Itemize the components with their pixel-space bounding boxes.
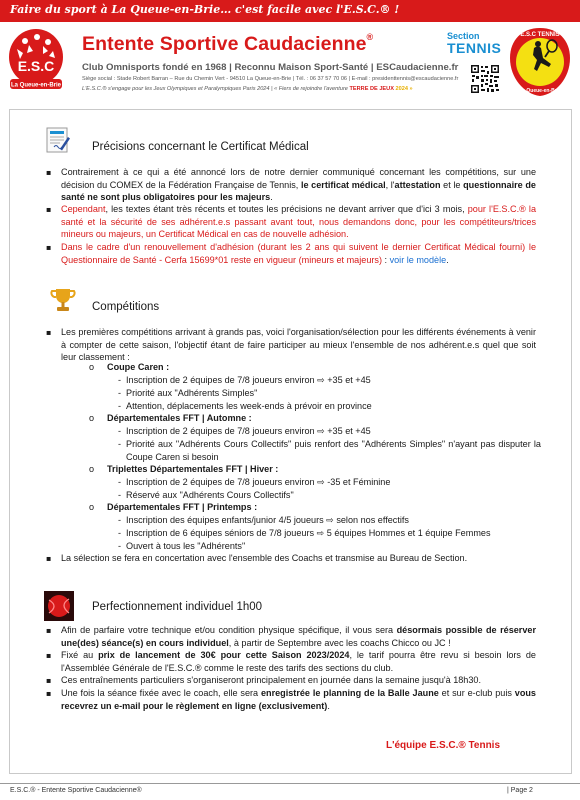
list-item: - (118, 477, 122, 487)
bullet: ▪ (46, 328, 52, 337)
qr-code-icon[interactable] (470, 64, 500, 94)
footer-club-name: E.S.C.® - Entente Sportive Caudacienne® (10, 787, 142, 794)
tennis-ball-icon (44, 591, 74, 621)
certificat-paragraph-2: Cependant, les textes étant très récents et toutes les précisions ne devant arriver que d'ici 3 mois, pour l'E.S.C.® la santé et la sécurité de ses adhérent.e.s passant avant tout, nous demandons donc, pour les compétiteurs/trices mineurs ou majeurs, un Certificat Médical en cas de nouvelle adhésion. (61, 204, 537, 239)
esc-tennis-logo (508, 26, 572, 98)
section-name: TENNIS (447, 40, 502, 56)
perfectionnement-paragraph-4: Une fois la séance fixée avec le coach, elle sera enregistrée le planning de la Balle Jaune et sur e-club puis vous recevrez un e-mail pour le règlement en ligne (exclusivement). (61, 688, 536, 711)
logo-right-caption: La Queue-en-Brie (519, 88, 561, 94)
sub-bullet: o (89, 464, 95, 474)
certificat-paragraph-1: Contrairement à ce qui a été annoncé lors de notre dernier communiqué concernant les compétitions, sur une décision du COMEX de la Fédération Française de Tennis, le certificat médical, l'attestation et le questionnaire de santé ne sont plus obligatoires pour les majeurs. (61, 167, 536, 202)
list-item: - (118, 515, 122, 525)
section-title-competitions: Compétitions (92, 301, 160, 313)
list-item-text: Attention, déplacements les week-ends à prévoir en province (126, 401, 372, 411)
section-title-certificat: Précisions concernant le Certificat Médical (92, 141, 309, 153)
perfectionnement-paragraph-1: Afin de parfaire votre technique et/ou condition physique spécifique, il vous sera désormais possible de réserver une(des) séance(s) en cours individuel, à partir de Septembre avec les coachs Chicco ou JC ! (61, 625, 536, 648)
group-title-automne: Départementales FFT | Automne : (107, 413, 252, 423)
list-item-text: Inscription de 2 équipes de 7/8 joueurs environ ⇨ -35 et Féminine (126, 477, 391, 487)
olympics-commitment: L'E.S.C.® s'engage pour les Jeux Olympiques et Paralympiques Paris 2024 | « Fiers de rejoindre l'aventure TERRE DE JEUX 2024 » (82, 86, 413, 92)
competitions-outro: La sélection se fera en concertation avec l'ensemble des Coachs et transmise au Bureau de Section. (61, 553, 468, 563)
esc-club-logo (7, 27, 65, 93)
slogan: Faire du sport à La Queue-en-Brie… c'est facile avec l'E.S.C.® ! (10, 3, 400, 16)
list-item-text: Inscription de 2 équipes de 7/8 joueurs environ ⇨ +35 et +45 (126, 375, 371, 385)
list-item: - (118, 426, 122, 436)
competitions-intro: Les premières compétitions arrivant à grands pas, voici l'organisation/sélection pour les différents événements à venir à compter de cette saison, l'objectif étant de faire participer au mieux l'ensemble de nos adhérent.e.s quel que soit leur classement : (61, 327, 536, 362)
logo-right-title: E.S.C TENNIS (520, 32, 560, 38)
page-number: | Page 2 (507, 787, 533, 794)
sub-bullet: o (89, 362, 95, 372)
model-link[interactable]: voir le modèle (389, 254, 447, 265)
list-item: - (118, 528, 122, 538)
group-title-coupe-caren: Coupe Caren : (107, 362, 170, 372)
list-item: - (118, 541, 122, 551)
list-item: - (118, 401, 122, 411)
sub-bullet: o (89, 413, 95, 423)
list-item: - (118, 490, 122, 500)
bullet: ▪ (46, 676, 52, 685)
list-item-text: Inscription de 6 équipes séniors de 7/8 joueurs ⇨ 5 équipes Hommes et 1 équipe Femmes (126, 528, 491, 538)
club-address: Siège social : Stade Robert Barran – Rue du Chemin Vert - 94510 La Queue-en-Brie | Tél. : 06 37 57 70 06 | E-mail : presidenttennis@escaudacienne.fr (82, 76, 459, 82)
list-item-text: Priorité aux "Adhérents Cours Collectifs" puis renfort des "Adhérents Simples" n'ayant pas disputer la Coupe Caren si besoin (126, 439, 541, 462)
signature: L'équipe E.S.C.® Tennis (386, 740, 501, 751)
bullet: ▪ (46, 554, 52, 563)
list-item: - (118, 375, 122, 385)
bullet: ▪ (46, 168, 52, 177)
club-tagline: Club Omnisports fondé en 1968 | Reconnu Maison Sport-Santé | ESCaudacienne.fr (82, 62, 459, 73)
sub-bullet: o (89, 502, 95, 512)
club-name: Entente Sportive Caudacienne® (82, 32, 374, 55)
perfectionnement-paragraph-2: Fixé au prix de lancement de 30€ pour cette Saison 2023/2024, le tarif pourra être revu si besoin lors de l'Assemblée Générale de l'E.S.C.® comme le reste des tarifs des sections du club. (61, 650, 536, 673)
medical-certificate-icon (43, 125, 73, 155)
list-item-text: Inscription des équipes enfants/junior 4/5 joueurs ⇨ selon nos effectifs (126, 515, 409, 525)
trophy-icon (48, 285, 78, 315)
bullet: ▪ (46, 689, 52, 698)
list-item-text: Ouvert à tous les "Adhérents" (126, 541, 246, 551)
list-item-text: Inscription de 2 équipes de 7/8 joueurs environ ⇨ +35 et +45 (126, 426, 371, 436)
list-item: - (118, 439, 122, 449)
perfectionnement-paragraph-3: Ces entraînements particuliers s'organiseront principalement en journée dans la semaine jusqu'à 18h30. (61, 675, 482, 685)
group-title-hiver: Triplettes Départementales FFT | Hiver : (107, 464, 279, 474)
top-banner (0, 0, 580, 22)
bullet: ▪ (46, 651, 52, 660)
bullet: ▪ (46, 205, 52, 214)
footer-divider (0, 783, 580, 784)
logo-letters: E.S.C (17, 58, 55, 74)
bullet: ▪ (46, 243, 52, 252)
group-title-printemps: Départementales FFT | Printemps : (107, 502, 258, 512)
bullet: ▪ (46, 626, 52, 635)
section-title-perfectionnement: Perfectionnement individuel 1h00 (92, 601, 263, 613)
logo-caption: La Queue-en-Brie (10, 82, 62, 89)
certificat-paragraph-3: Dans le cadre d'un renouvellement d'adhésion (durant les 2 ans qui suivent le dernier Certificat Médical fourni) le Questionnaire de Santé - Cerfa 15699*01 reste en vigueur (mineurs et majeurs) : voir le modèle. (61, 242, 536, 265)
list-item-text: Réservé aux "Adhérents Cours Collectifs" (126, 490, 294, 500)
list-item-text: Priorité aux "Adhérents Simples" (126, 388, 258, 398)
section-label: Section (447, 31, 480, 41)
list-item: - (118, 388, 122, 398)
